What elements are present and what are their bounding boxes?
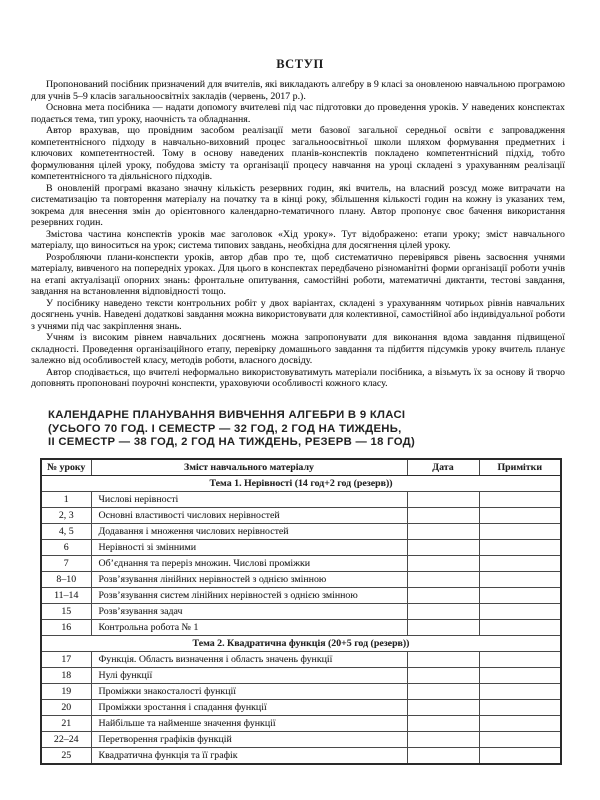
intro-paragraph: В оновленій програмі вказано значну кількість резервних годин, які вчитель, на власний розсуд може витрачати на систематизацію та повторення матеріалу на початку та в кінці року, збільшення кількості годин на кожну із указаних тем, зокрема для внесення змін до орієнтовного календарно-тематичного плану. Автор пропонує своє бачення використання резервних годин. (31, 182, 565, 228)
table-row (41, 492, 561, 508)
date-cell (407, 716, 479, 732)
notes-cell (479, 540, 561, 556)
date-cell (407, 700, 479, 716)
table-row (41, 668, 561, 684)
table-row (41, 716, 561, 732)
lesson-content-cell: Об’єднання та переріз множин. Числові проміжки (91, 556, 407, 572)
notes-cell (479, 700, 561, 716)
table-row (41, 652, 561, 668)
lesson-content-cell: Основні властивості числових нерівностей (91, 508, 407, 524)
intro-paragraph: Учням із високим рівнем навчальних досягнень можна запропонувати для виконання вдома завдання підвищеної складності. Проведення організаційного етапу, перевірку домашнього завдання та підбиття підсумків уроку вчитель планує залежно від особливостей класу, методів роботи, власного досвіду. (31, 332, 565, 366)
column-header-notes: Примітки (479, 459, 561, 476)
notes-cell (479, 508, 561, 524)
lesson-content-cell: Додавання і множення числових нерівностей (91, 524, 407, 540)
date-cell (407, 572, 479, 588)
notes-cell (479, 668, 561, 684)
date-cell (407, 492, 479, 508)
column-header-lesson-number: № уроку (41, 459, 91, 476)
date-cell (407, 732, 479, 748)
intro-title: ВСТУП (276, 57, 324, 71)
intro-paragraph: Розробляючи плани-конспекти уроків, автор дбав про те, щоб систематично перевірявся рівень засвоєння учнями матеріалу, вивченого на попередніх уроках. Для цього в конспектах передбачено різноманітні форми організації роботи учнів на етапі актуалізації опорних знань: фронтальне опитування, самостійні роботи, математичні диктанти, тестові завдання, завдання на встановлення відповідності тощо. (31, 251, 565, 297)
lesson-content-cell: Перетворення графіків функцій (91, 732, 407, 748)
section-label: Тема 2. Квадратична функція (20+5 год (резерв)) (41, 636, 561, 652)
date-cell (407, 748, 479, 765)
notes-cell (479, 620, 561, 636)
date-cell (407, 684, 479, 700)
calendar-heading-line: (УСЬОГО 70 ГОД. І СЕМЕСТР — 32 ГОД, 2 ГОД НА ТИЖДЕНЬ, (48, 422, 402, 435)
intro-paragraph: Основна мета посібника — надати допомогу вчителеві під час підготовки до проведення уроків. У наведених конспектах подається тема, тип уроку, наочність та обладнання. (31, 102, 565, 125)
lesson-content-cell: Функція. Область визначення і область значень функції (91, 652, 407, 668)
calendar-heading-line: КАЛЕНДАРНЕ ПЛАНУВАННЯ ВИВЧЕННЯ АЛГЕБРИ В 9 КЛАСІ (48, 409, 406, 421)
notes-cell (479, 684, 561, 700)
lesson-number-cell: 6 (41, 540, 91, 556)
lesson-content-cell: Нерівності зі змінними (91, 540, 407, 556)
table-row (41, 732, 561, 748)
lesson-content-cell: Проміжки знакосталості функції (91, 684, 407, 700)
table-row (41, 556, 561, 572)
column-header-content: Зміст навчального матеріалу (91, 459, 407, 476)
section-label: Тема 1. Нерівності (14 год+2 год (резерв)) (41, 476, 561, 492)
intro-text-block (31, 79, 565, 390)
lesson-number-cell: 11–14 (41, 588, 91, 604)
intro-paragraph: Автор врахував, що провідним засобом реалізації мети базової загальної середньої освіти є запровадження компетентнісного підходу в навчально-виховний процес загальноосвітньої школи шляхом формування предметних і ключових компетентностей. Тому в основу наведених планів-конспектів покладено компетентнісний підхід, тобто формулювання цілей уроку, побудова змісту та організації процесу навчання на уроці складені з урахуванням реалізації компетентнісного та діяльнісного підходів. (31, 125, 565, 182)
date-cell (407, 556, 479, 572)
schedule-table-body (41, 476, 561, 765)
lesson-content-cell: Розв’язування систем лінійних нерівностей з однією змінною (91, 588, 407, 604)
table-header-row (41, 459, 561, 476)
intro-paragraph: Пропонований посібник призначений для вчителів, які викладають алгебру в 9 класі за оновленою навчальною програмою для учнів 5–9 класів загальноосвітніх закладів (червень, 2017 р.). (31, 79, 565, 102)
column-header-date: Дата (407, 459, 479, 476)
lesson-content-cell: Проміжки зростання і спадання функції (91, 700, 407, 716)
lesson-number-cell: 15 (41, 604, 91, 620)
lesson-content-cell: Числові нерівності (91, 492, 407, 508)
notes-cell (479, 556, 561, 572)
lesson-number-cell: 8–10 (41, 572, 91, 588)
date-cell (407, 604, 479, 620)
notes-cell (479, 604, 561, 620)
calendar-heading (48, 409, 415, 450)
lesson-content-cell: Розв’язування задач (91, 604, 407, 620)
lesson-content-cell: Найбільше та найменше значення функції (91, 716, 407, 732)
table-row (41, 684, 561, 700)
lesson-number-cell: 25 (41, 748, 91, 765)
notes-cell (479, 524, 561, 540)
calendar-heading-line: ІІ СЕМЕСТР — 38 ГОД, 2 ГОД НА ТИЖДЕНЬ, РЕЗЕРВ — 18 ГОД) (48, 436, 416, 449)
notes-cell (479, 716, 561, 732)
lesson-number-cell: 2, 3 (41, 508, 91, 524)
date-cell (407, 540, 479, 556)
notes-cell (479, 572, 561, 588)
lesson-number-cell: 18 (41, 668, 91, 684)
notes-cell (479, 748, 561, 765)
notes-cell (479, 588, 561, 604)
notes-cell (479, 732, 561, 748)
table-row (41, 524, 561, 540)
lesson-content-cell: Квадратична функція та її графік (91, 748, 407, 765)
notes-cell (479, 652, 561, 668)
section-row (41, 476, 561, 492)
date-cell (407, 524, 479, 540)
date-cell (407, 588, 479, 604)
notes-cell (479, 492, 561, 508)
table-row (41, 588, 561, 604)
date-cell (407, 652, 479, 668)
lesson-number-cell: 21 (41, 716, 91, 732)
table-row (41, 540, 561, 556)
schedule-table (40, 458, 562, 765)
lesson-number-cell: 1 (41, 492, 91, 508)
lesson-number-cell: 19 (41, 684, 91, 700)
intro-paragraph: Автор сподівається, що вчителі неформально використовуватимуть матеріали посібника, а візьмуть їх за основу й творчо доповнять пропоновані поурочні конспекти, ураховуючи особливості кожного класу. (31, 366, 565, 389)
intro-paragraph: Змістова частина конспектів уроків має заголовок «Хід уроку». Тут відображено: етапи уроку; зміст навчального матеріалу, що виноситься на урок; система типових завдань, необхідна для досягнення цілей уроку. (31, 228, 565, 251)
date-cell (407, 668, 479, 684)
table-row (41, 748, 561, 765)
lesson-number-cell: 7 (41, 556, 91, 572)
lesson-content-cell: Нулі функції (91, 668, 407, 684)
lesson-content-cell: Розв’язування лінійних нерівностей з однією змінною (91, 572, 407, 588)
table-row (41, 572, 561, 588)
section-row (41, 636, 561, 652)
table-row (41, 508, 561, 524)
lesson-number-cell: 20 (41, 700, 91, 716)
intro-paragraph: У посібнику наведено тексти контрольних робіт у двох варіантах, складені з урахуванням чотирьох рівнів навчальних досягнень учнів. Наведені додаткові завдання можна використовувати для колективної, самостійної або індивідуальної роботи з учнями під час закріплення знань. (31, 297, 565, 332)
lesson-number-cell: 4, 5 (41, 524, 91, 540)
lesson-number-cell: 22–24 (41, 732, 91, 748)
lesson-number-cell: 16 (41, 620, 91, 636)
table-row (41, 604, 561, 620)
date-cell (407, 620, 479, 636)
table-row (41, 620, 561, 636)
table-row (41, 700, 561, 716)
date-cell (407, 508, 479, 524)
lesson-number-cell: 17 (41, 652, 91, 668)
lesson-content-cell: Контрольна робота № 1 (91, 620, 407, 636)
